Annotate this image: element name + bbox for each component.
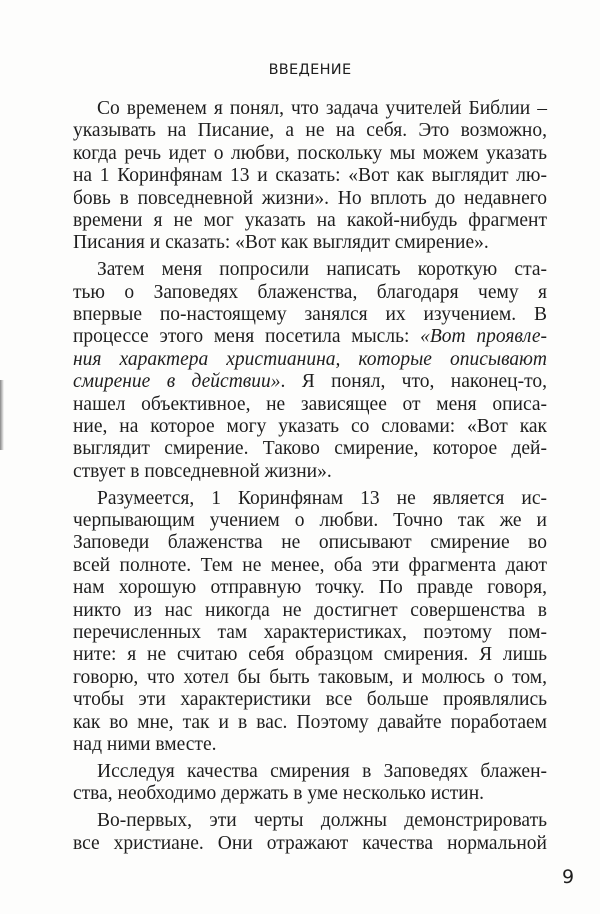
text-segment: процессе этого меня посетила мысль: (73, 326, 421, 348)
text-line (73, 622, 547, 644)
text-segment: всей полноте. Тем не менее, оба эти фрагмента дают (73, 554, 547, 576)
text-line (73, 510, 547, 532)
text-segment: ства, необходимо держать в уме несколько истин. (73, 783, 485, 805)
text-line (73, 304, 547, 326)
text-line (73, 644, 547, 666)
text-segment: нам хорошую отправную точку. По правде говоря, (73, 577, 547, 599)
text-segment: ствует в повседневной жизни». (73, 460, 332, 482)
text-line (73, 555, 547, 577)
text-segment: указывать на Писание, а не на себя. Это возможно, (73, 120, 547, 142)
text-line (73, 282, 547, 304)
text-segment: бовь в повседневной жизни». Но вплоть до недавнего (73, 187, 547, 209)
text-segment: выглядит смирение. Таково смирение, которое дей- (73, 438, 547, 460)
paragraph (73, 488, 547, 757)
text-line (73, 394, 547, 416)
text-line (73, 210, 547, 232)
text-line (73, 810, 547, 832)
paragraph (73, 761, 547, 806)
text-line (73, 349, 547, 371)
text-segment: перечисленных там характеристиках, поэтому пом- (73, 621, 547, 643)
text-segment: все христиане. Они отражают качества нормальной (73, 832, 547, 854)
text-line (73, 712, 547, 734)
italic-quote: «Вот проявле- (420, 326, 547, 348)
italic-quote: смирение в действии» (73, 371, 281, 393)
text-segment: тью о Заповедях блаженства, благодаря чему я (73, 281, 547, 303)
text-segment: впервые по-настоящему занялся их изучением. В (73, 304, 547, 326)
body-text (73, 98, 547, 859)
text-segment: Писания и сказать: «Вот как выглядит смирение». (73, 232, 489, 254)
text-line (73, 438, 547, 460)
text-line (73, 326, 547, 348)
text-line (73, 761, 547, 783)
text-segment: Исследуя качества смирения в Заповедях блажен- (97, 760, 547, 782)
italic-quote: ния характера христианина, которые описывают (73, 348, 547, 370)
text-segment: на 1 Коринфянам 13 и сказать: «Вот как выглядит лю- (73, 165, 547, 187)
text-line (73, 532, 547, 554)
text-line (73, 600, 547, 622)
page-number: 9 (562, 866, 575, 888)
text-line (73, 577, 547, 599)
text-line (73, 165, 547, 187)
text-segment: Затем меня попросили написать короткую ста- (97, 259, 547, 281)
text-line (73, 488, 547, 510)
text-segment: как во мне, так и в вас. Поэтому давайте поработаем (73, 711, 547, 733)
text-line (73, 734, 547, 756)
text-segment: нашел объективное, не зависящее от меня описа- (73, 393, 547, 415)
text-line (73, 833, 547, 855)
text-segment: ните: я не считаю себя образцом смирения. Я лишь (73, 644, 547, 666)
text-line (73, 667, 547, 689)
text-line (73, 232, 547, 254)
text-segment: чтобы эти характеристики все больше проявлялись (73, 689, 547, 711)
paragraph (73, 259, 547, 483)
text-segment: над ними вместе. (73, 733, 217, 755)
text-segment: ние, на которое могу указать со словами: «Вот как (73, 415, 547, 437)
text-segment: Заповеди блаженства не описывают смирение во (73, 532, 547, 554)
text-segment: времени я не мог указать на какой-нибудь фрагмент (73, 209, 547, 231)
text-line (73, 143, 547, 165)
page-edge-shadow (0, 380, 4, 450)
text-line (73, 416, 547, 438)
text-line (73, 188, 547, 210)
text-line (73, 98, 547, 120)
paragraph (73, 98, 547, 255)
text-segment: Со временем я понял, что задача учителей Библии – (97, 98, 547, 119)
text-segment: черпывающим учением о любви. Точно так же и (73, 510, 547, 532)
chapter-title: ВВЕДЕНИЕ (268, 62, 352, 78)
paragraph (73, 810, 547, 855)
text-line (73, 259, 547, 281)
text-line (73, 461, 547, 483)
text-segment: когда речь идет о любви, поскольку мы можем указать (73, 142, 547, 164)
text-segment: говорю, что хотел бы быть таковым, и молюсь о том, (73, 666, 547, 688)
text-line (73, 371, 547, 393)
text-segment: . Я понял, что, наконец-то, (280, 371, 547, 393)
text-line (73, 120, 547, 142)
text-line (73, 783, 547, 805)
text-line (73, 689, 547, 711)
text-segment: Разумеется, 1 Коринфянам 13 не является ис- (97, 487, 547, 509)
text-segment: никто из нас никогда не достигнет совершенства в (73, 599, 547, 621)
text-segment: Во-первых, эти черты должны демонстрировать (97, 810, 547, 832)
